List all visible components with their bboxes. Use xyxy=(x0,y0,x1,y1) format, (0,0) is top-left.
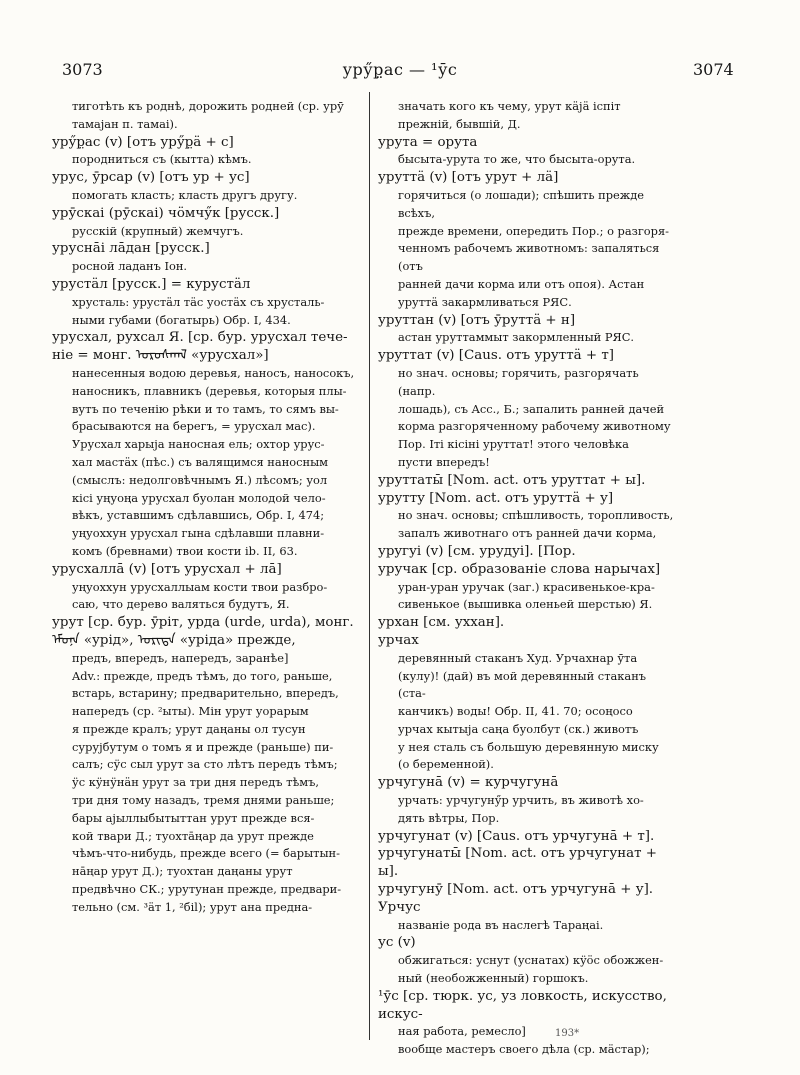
entry-headword-line: ¹ӯс [ср. тюрк. ус, уз ловкость, искусство, искус- xyxy=(378,988,667,1022)
entry-definition-line: три дня тому назадъ, тремя днями раньше; xyxy=(72,793,335,808)
entry-definition-line: (о беременной). xyxy=(398,757,494,772)
entry-headword-line: урустӓл [русск.] = курустӓл xyxy=(52,276,251,292)
entry-definition-line: у нея сталь съ большую деревянную миску xyxy=(398,739,659,754)
entry-headword-line: урусна̄і ла̄дан [русск.] xyxy=(52,241,210,257)
entry-definition-line: канчикъ) воды! Обр. ІІ, 41. 70; осоңосо xyxy=(398,704,633,719)
entry-headword-line: уруттаты̄ [Nom. act. отъ урyттат + ы]. xyxy=(378,472,646,488)
entry-definition-line: астан уруттаммыт закормленный РЯС. xyxy=(398,330,635,345)
entry-definition-line: вѣкъ, уставшимъ сдѣлавшись, Обр. І, 474; xyxy=(72,508,325,523)
entry-definition-line: саю, что дерево валяться будутъ, Я. xyxy=(72,597,290,612)
entry-headword-line: урyттат (v) [Caus. отъ уруттӓ + т] xyxy=(378,348,614,364)
entry-definition-line: тиготѣть къ роднѣ, дорожить родней (ср. урӯ xyxy=(72,99,344,113)
entry-definition-line: прежній, бывшій, Д. xyxy=(398,116,521,131)
entry-definition-line: русскій (крупный) жемчугъ. xyxy=(72,223,244,238)
entry-definition-line: росной ладанъ Іон. xyxy=(72,259,188,274)
entry-definition-line: предвѣчно СК.; урутунан прежде, предвари- xyxy=(72,882,342,897)
entry-definition-line: я прежде кралъ; урут даңаны ол тусун xyxy=(72,721,306,736)
entry-definition-line: бысыта-урута то же, что бысыта-орута. xyxy=(398,152,636,167)
entry-definition-line: бары аjыллыбытыттан урут прежде вся- xyxy=(72,810,315,825)
entry-headword-line: ᠡᠮᠦᠨᠡ «урід», ᠤᠷᠢᠳᠠ «урiда» прежде, xyxy=(52,632,296,648)
entry-definition-line: дять вѣтры, Пор. xyxy=(398,810,500,825)
entry-definition-line: урчах кытыjа саңа буолбут (ск.) животъ xyxy=(398,721,639,736)
entry-definition-line: значать кого къ чему, урут кӓjӓ іспіт xyxy=(398,99,621,113)
entry-headword-line: урусхалла̄ (v) [отъ урусхал + ла̄] xyxy=(52,561,282,577)
entry-definition-line: уңуохxун урусхал гына сдѣлавши плавни- xyxy=(72,526,325,541)
entry-headword-line: урчугуна̄ (v) = курчугуна̄ xyxy=(378,775,559,791)
entry-definition-line: хал мастӓх (пѣс.) съ валящимся наносным xyxy=(72,454,329,469)
entry-definition-line: горячиться (о лошади); спѣшить прежде всѣхъ, xyxy=(398,187,645,220)
entry-definition-line: уран-уран уручак (заг.) красивенькое-кра- xyxy=(398,579,655,594)
entry-definition-line: напередъ (ср. ²ыты). Мін урут уорарым xyxy=(72,704,309,719)
entry-definition-line: (смыслъ: недолговѣчнымъ Я.) лѣсомъ; уол xyxy=(72,472,328,487)
entry-headword-line: Урчус xyxy=(378,899,421,915)
entry-definition-line: брасываются на берегъ, = урусхал мас). xyxy=(72,419,316,434)
left-column xyxy=(52,98,362,1058)
entry-definition-line: кісі уңуоңа урусхал буолан молодой чело- xyxy=(72,490,326,505)
entry-headword-line: уручак [ср. образованіе слова нарычах] xyxy=(378,561,661,577)
entry-definition-line: сивенькое (вышивка оленьей шерстью) Я. xyxy=(398,597,653,612)
entry-headword-line: уруттан (v) [отъ ӯруттӓ + н] xyxy=(378,312,576,328)
entry-definition-line: но знач. основы; спѣшливость, торопливость, xyxy=(398,508,674,523)
entry-headword-line: ус (v) xyxy=(378,935,416,951)
entry-definition-line: уруттӓ закармливаться РЯС. xyxy=(398,294,572,309)
entry-definition-line: ный (необожженный) горшокъ. xyxy=(398,971,589,986)
entry-headword-line: урхан [см. уххан]. xyxy=(378,615,505,631)
entry-headword-line: урӯскаі (рӯскаі) чӧмчӳк [русск.] xyxy=(52,205,280,221)
entry-definition-line: прежде времени, опередить Пор.; о разгоря- xyxy=(398,223,669,238)
entry-definition-line: Урусхал харыjа наносная ель; охтор урус- xyxy=(72,437,325,452)
entry-definition-line: комъ (бревнами) твои кости іb. ІІ, 63. xyxy=(72,543,298,558)
entry-definition-line: деревянный стаканъ Худ. Урчахнар ӯта xyxy=(398,650,638,665)
entry-definition-line: ная работа, ремесло] xyxy=(398,1024,526,1039)
entry-headword-line: урyгуі (v) [см. урудуі]. [Пор. xyxy=(378,543,576,559)
entry-definition-line: Пор. Іті кісіні урyттат! этого человѣка xyxy=(398,437,629,452)
entry-definition-line: хрусталь: урустӓл тӓс уостӓх съ хрусталь- xyxy=(72,294,325,309)
page-header xyxy=(0,60,800,84)
entry-definition-line: предъ, впередъ, напередъ, заранѣе] xyxy=(72,650,289,665)
entry-definition-line: ӱс кӱнӱнӓн урут за три дня передъ тѣмъ, xyxy=(72,775,320,790)
entry-definition-line: Adv.: прежде, предъ тѣмъ, до того, раньше, xyxy=(72,668,333,683)
entry-definition-line: салъ; сӱс сыл урут за сто лѣтъ передъ тѣмъ; xyxy=(72,757,338,772)
entry-definition-line: но знач. основы; горячить, разгорячать (напр. xyxy=(398,365,639,398)
entry-definition-line: кой твари Д.; туохта̄ңар да урут прежде xyxy=(72,828,314,843)
entry-definition-line: уңуохxун урусхаллыам кости твои разбро- xyxy=(72,579,328,594)
entry-headword-line: урутту [Nom. act. отъ уруттӓ + у] xyxy=(378,490,614,506)
entry-definition-line: нанесенныя водою деревья, наносъ, наносокъ, xyxy=(72,365,355,380)
entry-definition-line: ченномъ рабочемъ животномъ: запаляться (отъ xyxy=(398,241,660,274)
entry-definition-line: лошадь), съ Acc., Б.; запалить ранней дачей xyxy=(398,401,665,416)
entry-definition-line: запалъ животнаго отъ ранней дачи корма, xyxy=(398,526,657,541)
entry-headword-line: урчугунат (v) [Caus. отъ урчугуна̄ + т]. xyxy=(378,828,655,844)
entry-headword-line: урчугунаты̄ [Nom. act. отъ урчугунат + ы]. xyxy=(378,846,658,880)
running-title: урӳр̤ас — ¹ӯс xyxy=(342,60,458,79)
entry-definition-line: встарь, встарину; предварительно, впередъ, xyxy=(72,686,339,701)
entry-headword-line: урӳр̤ас (v) [отъ урӳр̤ӓ + с] xyxy=(52,134,234,150)
entry-headword-line: урут [ср. бур. ӯріт, урда (urde, urda), монг. xyxy=(52,615,354,631)
entry-definition-line: тамаjан п. тамаі). xyxy=(72,116,178,131)
entry-definition-line: вутъ по теченію рѣки и то тамъ, то сямъ вы- xyxy=(72,401,339,416)
entry-definition-line: на̄ңар урут Д.); туохтан даңаны урут xyxy=(72,864,293,879)
entry-definition-line: тельно (см. ³ӓт 1, ²біl); урут ана предна- xyxy=(72,899,313,914)
entry-headword-line: урчах xyxy=(378,632,419,648)
entry-definition-line: помогать класть; класть другъ другу. xyxy=(72,187,298,202)
entry-definition-line: корма разгоряченному рабочему животному xyxy=(398,419,671,434)
entry-definition-line: чѣмъ-что-нибудь, прежде всего (= барытын- xyxy=(72,846,340,861)
entry-definition-line: ранней дачи корма или отъ опоя). Астан xyxy=(398,276,645,291)
entry-headword-line: урчугунӯ [Nom. act. отъ урчугуна̄ + у]. xyxy=(378,882,654,898)
entry-headword-line: урусхал, рухсал Я. [ср. бур. урусхал тече- xyxy=(52,330,348,346)
entry-definition-line: наносникъ, плавникъ (деревья, которыя плы- xyxy=(72,383,347,398)
entry-headword-line: ніе = монг. ᠤᠷᠤᠰᠬᠠᠯ «урусхал»] xyxy=(52,348,269,364)
entry-definition-line: урчать: урчугунӳр урчить, въ животѣ хо- xyxy=(398,793,644,808)
entry-definition-line: ными губами (богатырь) Обр. І, 434. xyxy=(72,312,291,327)
column-divider xyxy=(369,92,370,1040)
entry-definition-line: (кулу)! (дай) въ мой деревянный стаканъ (ста- xyxy=(398,668,647,701)
page-number-left: 3073 xyxy=(62,60,103,79)
entry-headword-line: урута = орута xyxy=(378,134,478,150)
entry-definition-line: пусти впередъ! xyxy=(398,454,490,469)
entry-definition-line: суруjбутум о томъ я и прежде (раньше) пи- xyxy=(72,739,334,754)
page-number-right: 3074 xyxy=(693,60,734,79)
entry-definition-line: названіе рода въ наслегѣ Тараңаі. xyxy=(398,917,604,932)
entry-headword-line: урус, ӯрсар (v) [отъ ур + ус] xyxy=(52,170,250,186)
entry-definition-line: вообще мастеръ своего дѣла (ср. мӓстар); xyxy=(398,1042,650,1057)
entry-definition-line: породниться съ (кытта) кѣмъ. xyxy=(72,152,252,167)
signature-mark: 193* xyxy=(555,1028,580,1039)
entry-definition-line: обжигаться: уснут (уснатах) кӱӧс обожжен- xyxy=(398,953,664,968)
right-column xyxy=(378,98,674,1058)
entry-headword-line: уруттӓ (v) [отъ урут + лӓ] xyxy=(378,170,559,186)
